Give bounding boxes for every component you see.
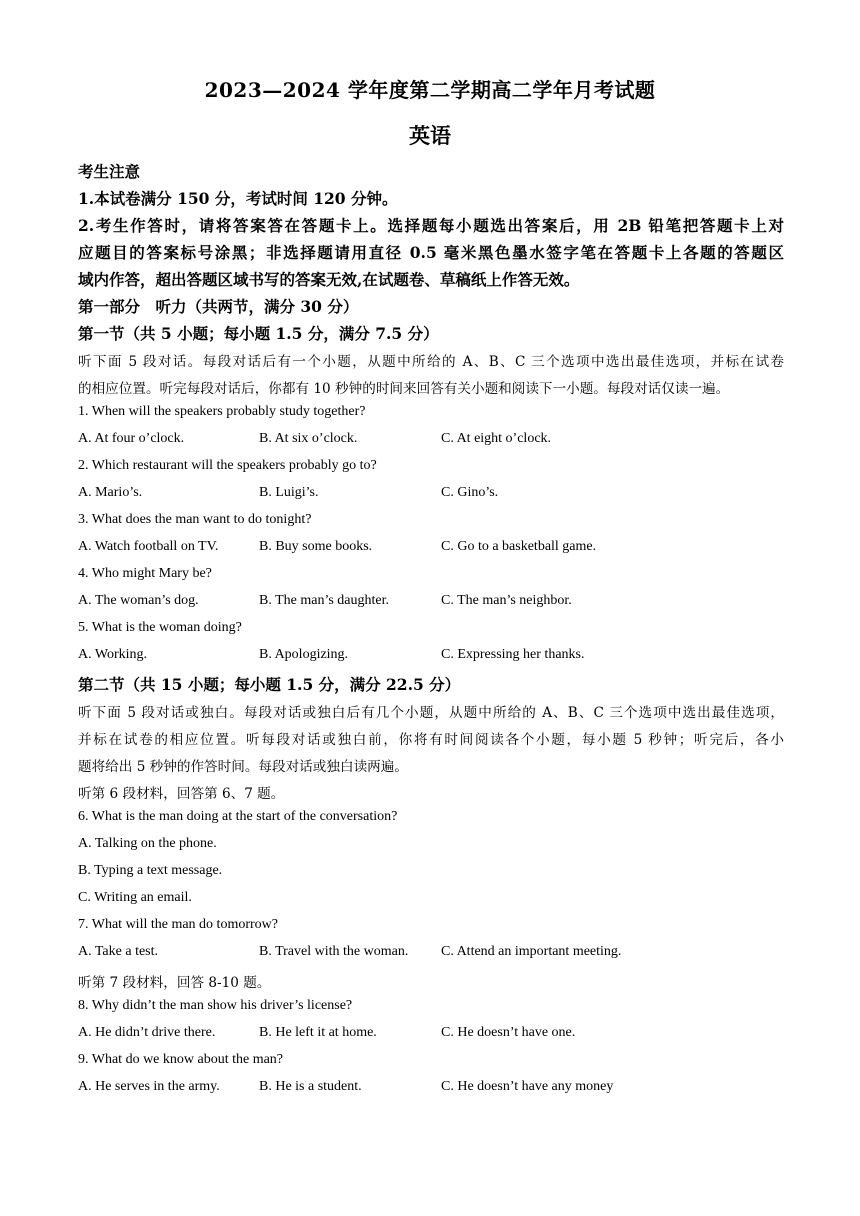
question-9-option-a: A. He serves in the army. [78, 1079, 220, 1094]
exam-title: 2023—2024 学年度第二学期高二学年月考试题 [204, 78, 656, 102]
material-7-label: 听第 7 段材料，回答 8-10 题。 [78, 975, 271, 991]
question-4: 4. Who might Mary be? [78, 566, 212, 581]
question-1-option-b: B. At six o’clock. [259, 431, 358, 446]
section2-instructions-line-2: 并标在试卷的相应位置。听每段对话或独白前，你将有时间阅读各个小题，每小题 5 秒钟；听完后，各小 [78, 732, 784, 748]
question-6-option-a: A. Talking on the phone. [78, 836, 217, 851]
section2-instructions-line-1: 听下面 5 段对话或独白。每段对话或独白后有几个小题，从题中所给的 A、B、C 三个选项中选出最佳选项， [78, 705, 784, 721]
notice-item-2-line-3: 域内作答，超出答题区域书写的答案无效,在试题卷、草稿纸上作答无效。 [78, 270, 580, 289]
question-5-option-a: A. Working. [78, 647, 148, 662]
question-3-option-c: C. Go to a basketball game. [441, 539, 597, 554]
question-8: 8. Why didn’t the man show his driver’s license? [78, 998, 353, 1013]
question-7: 7. What will the man do tomorrow? [78, 917, 278, 932]
question-8-option-a: A. He didn’t drive there. [78, 1025, 216, 1040]
question-1-option-c: C. At eight o’clock. [441, 431, 552, 446]
material-6-label: 听第 6 段材料，回答第 6、7 题。 [78, 786, 285, 802]
question-2-option-c: C. Gino’s. [441, 485, 499, 500]
question-6-option-c: C. Writing an email. [78, 890, 192, 905]
question-2-option-b: B. Luigi’s. [259, 485, 319, 500]
question-4-option-a: A. The woman’s dog. [78, 593, 199, 608]
question-7-option-b: B. Travel with the woman. [259, 944, 409, 959]
question-4-option-c: C. The man’s neighbor. [441, 593, 572, 608]
notice-item-2-line-2: 应题目的答案标号涂黑；非选择题请用直径 0.5 毫米黑色墨水签字笔在答题卡上各题的答题区 [78, 243, 784, 262]
question-5-option-b: B. Apologizing. [259, 647, 349, 662]
question-9: 9. What do we know about the man? [78, 1052, 284, 1067]
question-1: 1. When will the speakers probably study together? [78, 404, 366, 419]
question-1-option-a: A. At four o’clock. [78, 431, 185, 446]
question-6-option-b: B. Typing a text message. [78, 863, 223, 878]
question-7-option-a: A. Take a test. [78, 944, 159, 959]
question-4-option-b: B. The man’s daughter. [259, 593, 389, 608]
question-6: 6. What is the man doing at the start of the conversation? [78, 809, 398, 824]
question-8-option-c: C. He doesn’t have one. [441, 1025, 576, 1040]
question-2-option-a: A. Mario’s. [78, 485, 143, 500]
question-7-option-c: C. Attend an important meeting. [441, 944, 622, 959]
section1-heading: 第一节（共 5 小题；每小题 1.5 分，满分 7.5 分） [78, 324, 439, 343]
notice-item-1: 1.本试卷满分 150 分，考试时间 120 分钟。 [78, 189, 398, 208]
subject-title: 英语 [409, 123, 451, 148]
question-9-option-b: B. He is a student. [259, 1079, 362, 1094]
section1-instructions-line-2: 的相应位置。听完每段对话后，你都有 10 秒钟的时间来回答有关小题和阅读下一小题。每段对话仅读一遍。 [78, 381, 730, 397]
section1-instructions-line-1: 听下面 5 段对话。每段对话后有一个小题，从题中所给的 A、B、C 三个选项中选出最佳选项，并标在试卷 [78, 354, 784, 370]
notice-item-2-line-1: 2.考生作答时，请将答案答在答题卡上。选择题每小题选出答案后，用 2B 铅笔把答题卡上对 [78, 216, 784, 235]
notice-heading: 考生注意 [78, 162, 141, 181]
section2-instructions-line-3: 题将给出 5 秒钟的作答时间。每段对话或独白读两遍。 [78, 759, 408, 775]
question-3: 3. What does the man want to do tonight? [78, 512, 312, 527]
question-5: 5. What is the woman doing? [78, 620, 242, 635]
question-8-option-b: B. He left it at home. [259, 1025, 377, 1040]
question-2: 2. Which restaurant will the speakers probably go to? [78, 458, 377, 473]
part1-heading: 第一部分 听力（共两节，满分 30 分） [78, 297, 359, 316]
section2-heading: 第二节（共 15 小题；每小题 1.5 分，满分 22.5 分） [78, 675, 461, 694]
question-9-option-c: C. He doesn’t have any money [441, 1079, 614, 1094]
question-5-option-c: C. Expressing her thanks. [441, 647, 585, 662]
question-3-option-a: A. Watch football on TV. [78, 539, 219, 554]
question-3-option-b: B. Buy some books. [259, 539, 373, 554]
